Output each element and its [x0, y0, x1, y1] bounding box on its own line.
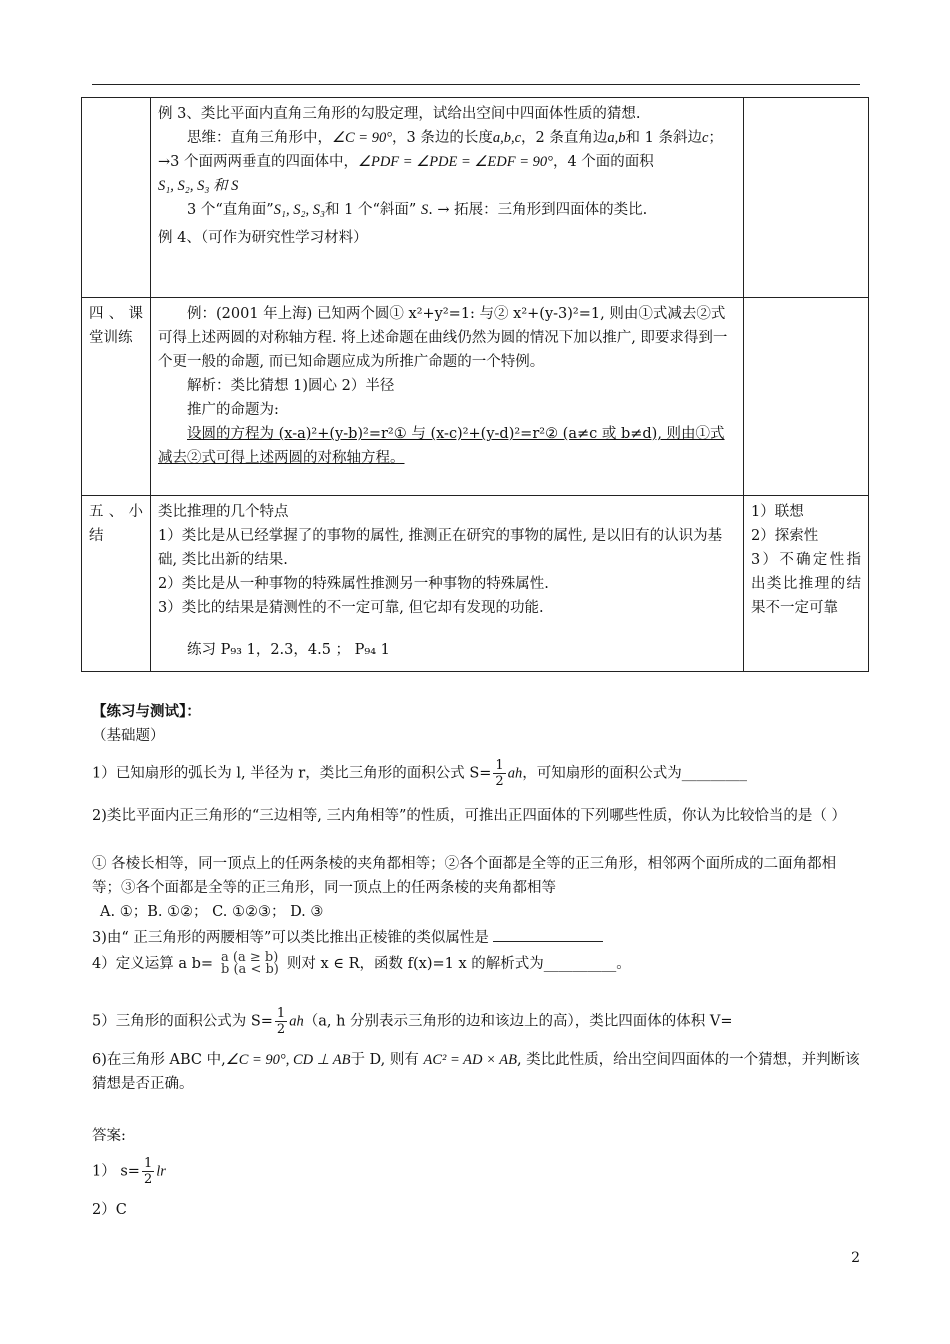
math: c — [701, 130, 709, 146]
example3-faces — [158, 198, 736, 222]
example3-areas — [158, 174, 736, 198]
question-2: 2)类比平面内正三角形的“三边相等, 三内角相等”的性质，可推出正四面体的下列哪些性质，你认为比较恰当的是（ ） — [92, 808, 847, 824]
text: ，2 条直角边 — [521, 130, 608, 146]
row1-col1 — [82, 98, 151, 298]
math: a,b — [607, 130, 626, 146]
text: 则对 x ∈ R，函数 f(x)=1 — [286, 956, 454, 972]
exercise-heading: 【练习与测试】： — [92, 703, 201, 720]
math: a,b,c — [492, 130, 522, 146]
text: b= — [191, 956, 214, 972]
answer-blank — [493, 927, 603, 942]
text: 3)由“ 正三角形的两腰相等”可以类比推出正棱锥的类似属性是 — [92, 930, 489, 946]
question-3 — [92, 926, 862, 950]
analysis-text: 解析：类比猜想 1)圆心 2）半径 — [187, 378, 395, 394]
piece-2: b (a < b) — [221, 962, 279, 977]
math: lr — [156, 1163, 166, 1180]
answer-2: 2）C — [92, 1202, 127, 1218]
summary-point-2: 2）类比是从一种事物的特殊属性推测另一种事物的特殊属性. — [158, 576, 549, 592]
fraction — [142, 1156, 154, 1187]
text: （a, h 分别表示三角形的边和该边上的高），类比四面体的体积 V= — [303, 1013, 733, 1030]
feature-2: 2）探索性 — [751, 528, 819, 544]
example4-title: 例 4、（可作为研究性学习材料） — [158, 230, 368, 246]
text: 于 D, 则有 — [350, 1052, 419, 1068]
lesson-table — [81, 97, 869, 672]
text: x 的解析式为__________。 — [458, 956, 631, 972]
feature-1: 1）联想 — [751, 504, 804, 520]
text: 1）已知扇形的弧长为 l, 半径为 r，类比三角形的面积公式 S= — [92, 765, 492, 782]
text: ； — [708, 130, 723, 146]
denominator: 2 — [143, 1172, 153, 1187]
text: 和 1 条斜边 — [625, 130, 702, 146]
numerator: 1 — [143, 1156, 153, 1171]
math: S₁, S₂, S₃ — [273, 202, 326, 218]
row1-content — [151, 98, 744, 298]
table-row — [82, 98, 869, 298]
text: , 类比此性质，给出空间四面体的一个猜想，并判断该猜想是否正确。 — [92, 1052, 860, 1092]
fraction — [275, 1006, 287, 1037]
text: 3 个“直角面” — [187, 202, 274, 218]
table-row — [82, 298, 869, 496]
math: ah — [289, 1013, 304, 1030]
text: →3 个面两两垂直的四面体中， — [158, 154, 358, 170]
summary-point-3: 3）类比的结果是猜测性的不一定可靠, 但它却有发现的功能. — [158, 600, 544, 616]
numerator: 1 — [276, 1006, 286, 1021]
table-row — [82, 496, 869, 672]
text: 和 1 个“斜面” — [325, 202, 417, 218]
feature-3: 3）不确定性指出类比推理的结果不一定可靠 — [751, 552, 861, 616]
fraction — [493, 758, 505, 789]
question-5 — [92, 1006, 862, 1037]
math: AC² = AD × AB — [423, 1052, 517, 1068]
example3-title: 例 3、类比平面内直角三角形的勾股定理，试给出空间中四面体性质的猜想. — [158, 106, 641, 122]
denominator: 2 — [495, 774, 504, 789]
math: ah — [507, 765, 523, 782]
row1-col3 — [744, 98, 869, 298]
row3-content — [151, 496, 744, 672]
generalized-proposition: 设圆的方程为 (x-a)²+(y-b)²=r²① 与 (x-c)²+(y-d)²=r²② (a≠c 或 b≠d), 则由①式减去②式可得上述两圆的对称轴方程。 — [158, 426, 725, 466]
page-number: 2 — [851, 1250, 860, 1266]
numerator: 1 — [495, 758, 504, 773]
promote-label: 推广的命题为: — [187, 402, 279, 418]
row2-content — [151, 298, 744, 496]
text: ，可知扇形的面积公式为_________ — [522, 765, 747, 782]
question-2-options: ① 各棱长相等，同一顶点上的任两条棱的夹角都相等；②各个面都是全等的正三角形，相邻两个面所成的二面角都相等；③各个面都是全等的正三角形，同一顶点上的任两条棱的夹角都相等 — [92, 856, 837, 896]
piece-1: a (a ≥ b) — [221, 950, 279, 965]
summary-point-1: 1）类比是从已经掌握了的事物的属性, 推测正在研究的事物的属性, 是以旧有的认识为基础, 类比出新的结果. — [158, 528, 723, 568]
row2-col1: 四、课堂训练 — [82, 298, 151, 496]
question-1 — [92, 758, 862, 789]
exercise-subheading: （基础题） — [92, 728, 165, 744]
example-text: 例：(2001 年上海) 已知两个圆① x²+y²=1: 与② x²+(y-3)²=1, 则由①式减去②式可得上述两圆的对称轴方程. 将上述命题在曲线仍然为圆的情况下加以推广, 即要求得到一个更一般的命题, 而已知命题应成为所推广命题的一个特例。 — [158, 306, 728, 370]
text: 4）定义运算 a — [92, 956, 187, 972]
row3-col1: 五、小结 — [82, 496, 151, 672]
row2-col3 — [744, 298, 869, 496]
math: ∠PDF = ∠PDE = ∠EDF = 90° — [357, 154, 553, 170]
text: ，4 个面的面积 — [552, 154, 654, 170]
text: 思维：直角三角形中， — [187, 130, 332, 146]
text: . → 拓展：三角形到四面体的类比. — [428, 202, 648, 218]
row3-col3 — [744, 496, 869, 672]
math: ∠C = 90° — [332, 130, 393, 146]
question-2-choices: A. ①；B. ①②； C. ①②③； D. ③ — [100, 904, 324, 920]
answer-1 — [92, 1156, 862, 1187]
text: 1） s= — [92, 1163, 140, 1180]
question-6 — [92, 1048, 862, 1096]
text: ，3 条边的长度 — [392, 130, 493, 146]
answers-heading: 答案: — [92, 1128, 126, 1144]
text: 5）三角形的面积公式为 S= — [92, 1013, 273, 1030]
example3-think — [158, 126, 736, 150]
header-rule — [92, 84, 860, 85]
piecewise-brace — [221, 952, 279, 976]
question-4 — [92, 952, 862, 976]
summary-title: 类比推理的几个特点 — [158, 504, 289, 520]
math: S₁, S₂, S₃ 和 S — [158, 178, 239, 194]
math: S — [420, 202, 429, 218]
example3-tetra — [158, 150, 736, 174]
practice-text: 练习 P₉₃ 1，2.3，4.5 ； P₉₄ 1 — [187, 642, 390, 658]
math: ∠C = 90°, CD ⊥ AB — [225, 1052, 351, 1068]
text: 6)在三角形 ABC 中, — [92, 1052, 226, 1068]
denominator: 2 — [276, 1022, 286, 1037]
